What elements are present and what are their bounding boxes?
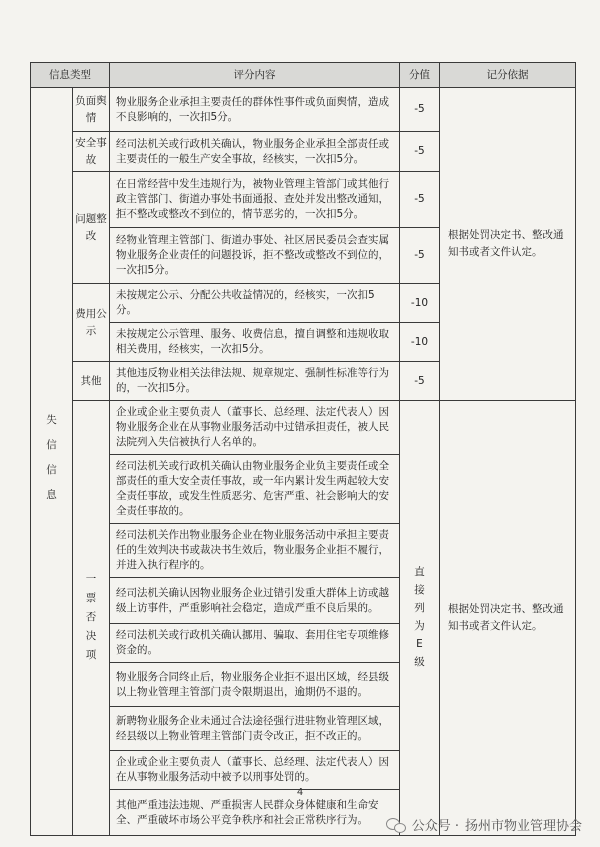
row-score: -10 (400, 323, 440, 362)
wechat-icon (386, 817, 406, 833)
veto-content: 经司法机关或行政机关确认挪用、骗取、套用住宅专项维修资金的。 (110, 624, 400, 663)
page-number: 4 (296, 787, 304, 798)
row-content: 未按规定公示管理、服务、收费信息，擅自调整和违规收取相关费用，经核实，一次扣5分。 (110, 323, 400, 362)
veto-content: 新聘物业服务企业未通过合法途径强行进驻物业管理区域，经县级以上物业管理主管部门责令改正，拒不改正的。 (110, 707, 400, 751)
veto-content: 物业服务合同终止后，物业服务企业拒不退出区域，经县级以上物业管理主管部门责令限期退出，逾期仍不退的。 (110, 663, 400, 707)
header-score: 分值 (400, 63, 440, 88)
footer-org: 扬州市物业管理协会 (464, 819, 582, 834)
row-content: 经物业管理主管部门、街道办事处、社区居民委员会查实属物业服务企业责任的问题投诉，拒不整改或整改不到位的，一次扣5分。 (110, 228, 400, 284)
category-veto-cell (73, 401, 110, 836)
header-info-type: 信息类型 (31, 63, 110, 88)
veto-score: 直 接 列 为 E 级 (414, 566, 425, 668)
row-content: 其他违反物业相关法律法规、规章规定、强制性标准等行为的，一次扣5分。 (110, 362, 400, 401)
row-content: 未按规定公示、分配公共收益情况的，经核实，一次扣5分。 (110, 284, 400, 323)
row-content: 经司法机关或行政机关确认，物业服务企业承担全部责任或主要责任的一般生产安全事故，经核实，一次扣5分。 (110, 132, 400, 172)
veto-content: 经司法机关或行政机关确认由物业服务企业负主要责任或全部责任的重大安全责任事故，或一年内累计发生两起较大安全责任事故，或发生性质恶劣、危害严重、社会影响大的安全责任事故的。 (110, 455, 400, 524)
category-fees: 费用公示 (73, 284, 110, 362)
veto-content: 企业或企业主要负责人（董事长、总经理、法定代表人）因在从事物业服务活动中被予以刑事处罚的。 (110, 751, 400, 790)
section-label-cell (31, 88, 73, 836)
veto-content: 企业或企业主要负责人（董事长、总经理、法定代表人）因物业服务企业在从事物业服务活动中过错承担责任，被人民法院列入失信被执行人名单的。 (110, 401, 400, 455)
category-negative: 负面舆情 (73, 88, 110, 132)
veto-score-cell (400, 401, 440, 836)
section-label: 失 信 信 息 (46, 413, 57, 501)
footer-prefix: 公众号 · (411, 819, 459, 834)
row-score: -5 (400, 132, 440, 172)
header-content: 评分内容 (110, 63, 400, 88)
category-other: 其他 (73, 362, 110, 401)
row-content: 在日常经营中发生违规行为，被物业管理主管部门或其他行政主管部门、街道办事处书面通报、查处并发出整改通知，拒不整改或整改不到位的，情节恶劣的，一次扣5分。 (110, 172, 400, 228)
row-score: -10 (400, 284, 440, 323)
basis-bottom: 根据处罚决定书、整改通知书或者文件认定。 (440, 401, 576, 836)
row-content: 物业服务企业承担主要责任的群体性事件或负面舆情，造成不良影响的，一次扣5分。 (110, 88, 400, 132)
basis-top: 根据处罚决定书、整改通知书或者文件认定。 (440, 88, 576, 401)
row-score: -5 (400, 228, 440, 284)
table-header-row (31, 63, 576, 88)
footer-watermark (386, 815, 582, 834)
veto-content: 其他严重违法违规、严重损害人民群众身体健康和生命安全、严重破坏市场公平竞争秩序和社会正常秩序行为。 (110, 790, 400, 836)
table-row (31, 401, 576, 455)
veto-content: 经司法机关作出物业服务企业在物业服务活动中承担主要责任的生效判决书或裁决书生效后，物业服务企业拒不履行，并进入执行程序的。 (110, 524, 400, 578)
category-veto: 一 票 否 决 项 (85, 572, 97, 661)
category-safety: 安全事故 (73, 132, 110, 172)
category-rectify: 问题整改 (73, 172, 110, 284)
row-score: -5 (400, 362, 440, 401)
row-score: -5 (400, 88, 440, 132)
row-score: -5 (400, 172, 440, 228)
table-row (31, 88, 576, 132)
evaluation-table (30, 62, 576, 836)
score-sheet (30, 62, 575, 836)
veto-content: 经司法机关确认因物业服务企业过错引发重大群体上访或越级上访事件，严重影响社会稳定，造成严重不良后果的。 (110, 578, 400, 624)
header-basis: 记分依据 (440, 63, 576, 88)
